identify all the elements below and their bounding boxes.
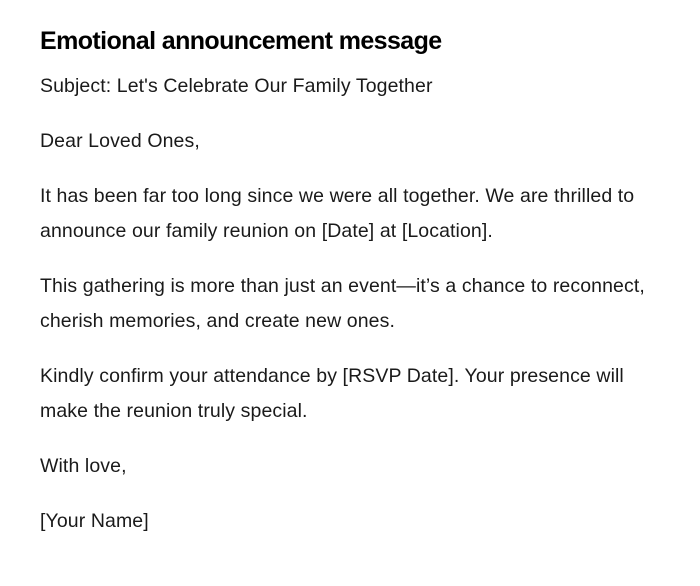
paragraph-announcement: It has been far too long since we were all together. We are thrilled to announce our family reunion on [Date] at [Location]. (40, 185, 635, 242)
subject-line: Subject: Let's Celebrate Our Family Together (40, 75, 433, 97)
paragraph-gathering: This gathering is more than just an event—it’s a chance to reconnect, cherish memories, and create new ones. (40, 275, 645, 332)
closing: With love, (40, 455, 127, 477)
salutation: Dear Loved Ones, (40, 130, 200, 152)
signature: [Your Name] (40, 510, 149, 532)
document-title: Emotional announcement message (40, 27, 442, 55)
paragraph-rsvp: Kindly confirm your attendance by [RSVP Date]. Your presence will make the reunion truly special. (40, 365, 624, 422)
